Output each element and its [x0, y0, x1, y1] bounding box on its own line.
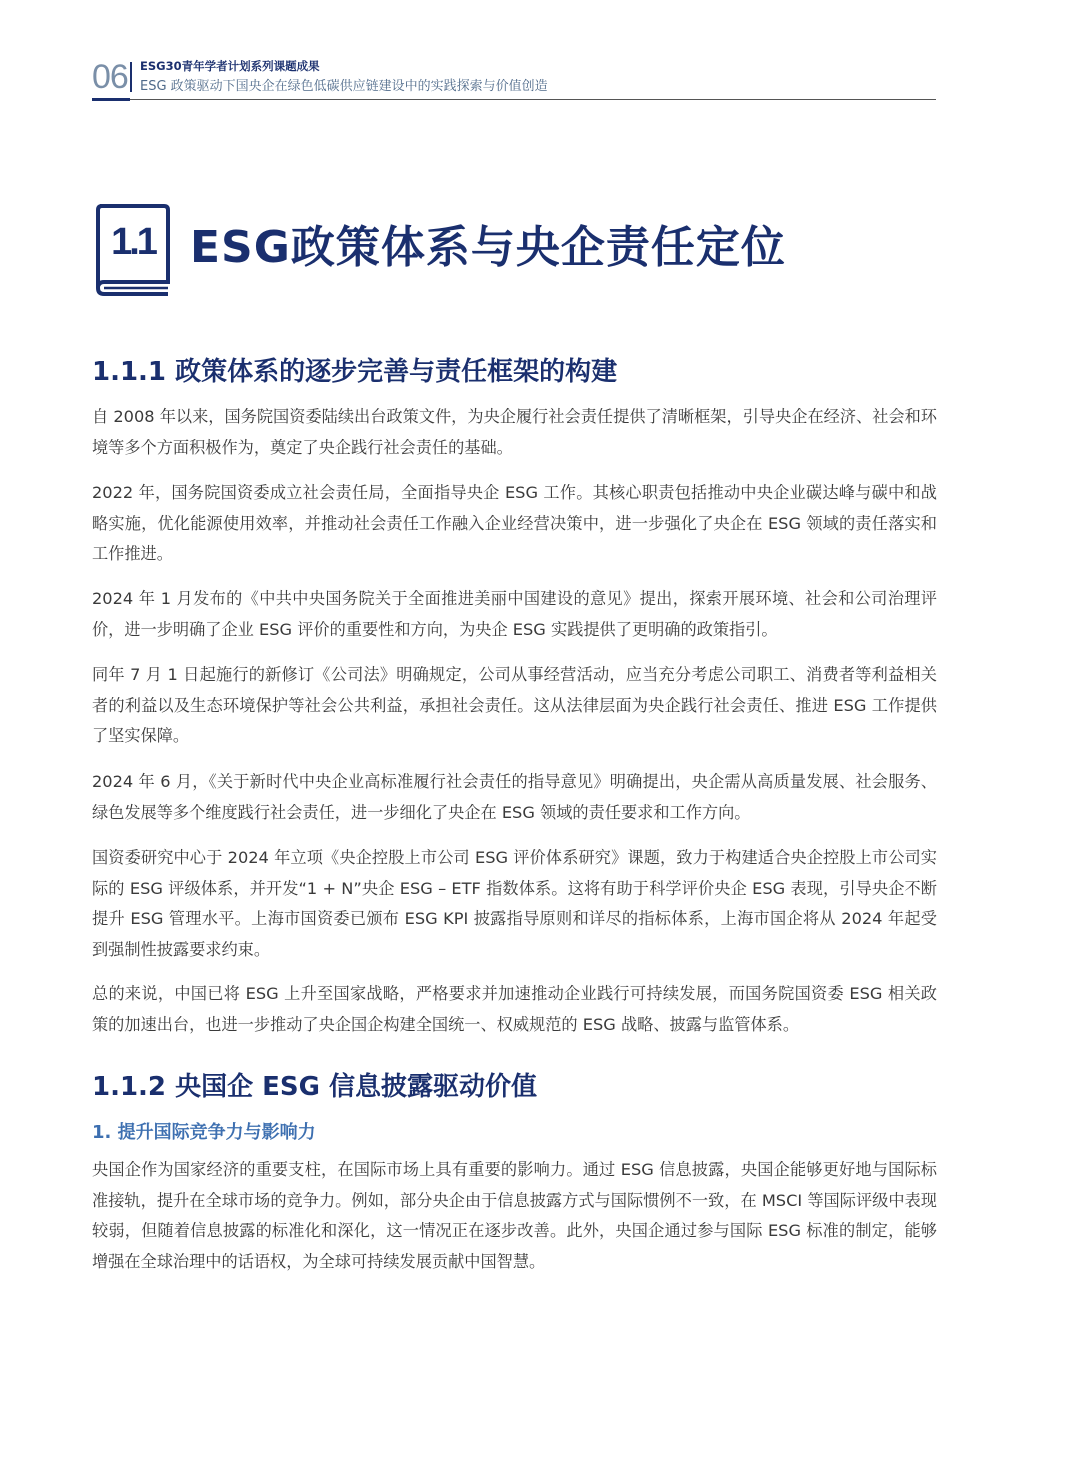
paragraph: 2022 年，国务院国资委成立社会责任局，全面指导央企 ESG 工作。其核心职责包括推动中央企业碳达峰与碳中和战略实施，优化能源使用效率，并推动社会责任工作融入企业经营决策中，进一步强化了央企在 ESG 领域的责任落实和工作推进。 [92, 483, 937, 563]
chapter-number: 1.1 [111, 221, 155, 263]
paragraph: 央国企作为国家经济的重要支柱，在国际市场上具有重要的影响力。通过 ESG 信息披露，央国企能够更好地与国际标准接轨，提升在全球市场的竞争力。例如，部分央企由于信息披露方式与国际惯例不一致，在 MSCI 等国际评级中表现较弱，但随着信息披露的标准化和深化，这一情况正在逐步改善。此外，央国企通过参与国际 ESG 标准的制定，能够增强在全球治理中的话语权，为全球可持续发展贡献中国智慧。 [92, 1160, 937, 1271]
header-divider [130, 62, 132, 92]
paragraph: 2024 年 1 月发布的《中共中央国务院关于全面推进美丽中国建设的意见》提出，探索开展环境、社会和公司治理评价，进一步明确了企业 ESG 评价的重要性和方向，为央企 ESG 实践提供了更明确的政策指引。 [92, 589, 937, 639]
header-rule [92, 99, 936, 100]
paragraph: 自 2008 年以来，国务院国资委陆续出台政策文件，为央企履行社会责任提供了清晰框架，引导央企在经济、社会和环境等多个方面积极作为，奠定了央企践行社会责任的基础。 [92, 407, 937, 457]
paragraph: 2024 年 6 月，《关于新时代中央企业高标准履行社会责任的指导意见》明确提出，央企需从高质量发展、社会服务、绿色发展等多个维度践行社会责任，进一步细化了央企在 ESG 领域的责任要求和工作方向。 [92, 772, 937, 822]
paragraph: 国资委研究中心于 2024 年立项《央企控股上市公司 ESG 评价体系研究》课题，致力于构建适合央企控股上市公司实际的 ESG 评级体系，并开发“1 + N”央企 ESG – ETF 指数体系。这将有助于科学评价央企 ESG 表现，引导央企不断提升 ESG 管理水平。上海市国资委已颁布 ESG KPI 披露指导原则和详尽的指标体系，上海市国企将从 2024 年起受到强制性披露要求约束。 [92, 848, 937, 959]
paragraph: 总的来说，中国已将 ESG 上升至国家战略，严格要求并加速推动企业践行可持续发展，而国务院国资委 ESG 相关政策的加速出台，也进一步推动了央企国企构建全国统一、权威规范的 ESG 战略、披露与监管体系。 [92, 984, 937, 1034]
series-title: ESG30青年学者计划系列课题成果 [140, 59, 320, 73]
chapter-heading [92, 202, 972, 302]
page-header [92, 58, 936, 102]
chapter-title: ESG政策体系与央企责任定位 [190, 222, 786, 273]
report-subtitle: ESG 政策驱动下国央企在绿色低碳供应链建设中的实践探索与价值创造 [140, 79, 548, 94]
section-heading: 1.1.1 政策体系的逐步完善与责任框架的构建 [92, 357, 618, 387]
page-number: 06 [92, 58, 128, 96]
section-heading: 1.1.2 央国企 ESG 信息披露驱动价值 [92, 1072, 538, 1102]
paragraph: 同年 7 月 1 日起施行的新修订《公司法》明确规定，公司从事经营活动，应当充分考虑公司职工、消费者等利益相关者的利益以及生态环境保护等社会公共利益，承担社会责任。这从法律层面为央企践行社会责任、推进 ESG 工作提供了坚实保障。 [92, 665, 937, 745]
header-accent-bar [92, 98, 130, 101]
subsection-heading: 1. 提升国际竞争力与影响力 [92, 1122, 316, 1143]
